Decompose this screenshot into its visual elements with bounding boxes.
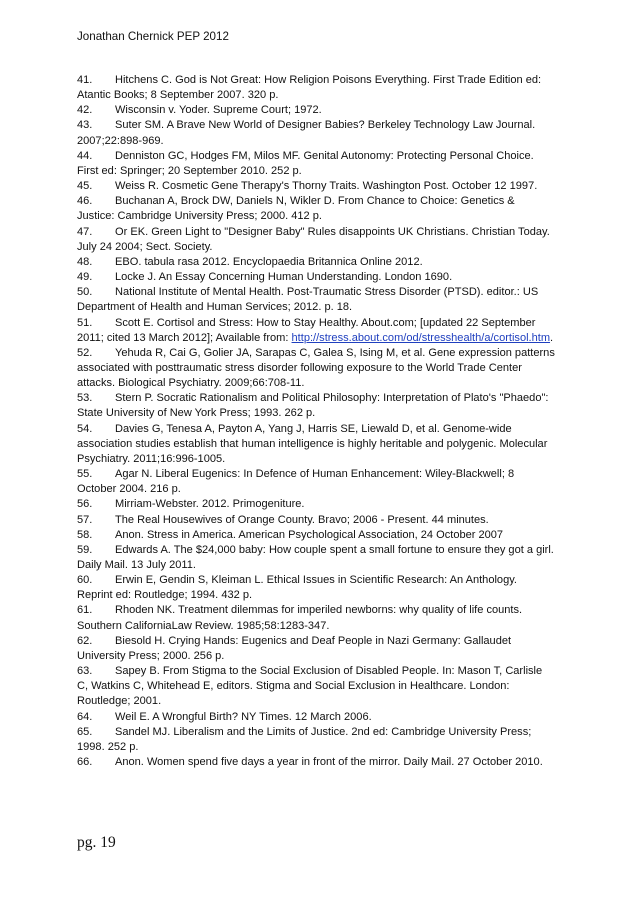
reference-number: 47.	[77, 225, 93, 238]
reference-item	[77, 573, 555, 603]
reference-number: 43.	[77, 119, 93, 132]
reference-number: 62.	[77, 634, 93, 647]
reference-item	[77, 543, 555, 573]
reference-number: 49.	[77, 271, 93, 284]
reference-number: 48.	[77, 255, 93, 268]
reference-link[interactable]: http://stress.about.com/od/stresshealth/a/cortisol.htm	[291, 331, 551, 344]
reference-item	[77, 103, 555, 118]
reference-number: 65.	[77, 725, 93, 738]
reference-number: 57.	[77, 513, 93, 526]
reference-item	[77, 270, 555, 285]
reference-text: Sapey B. From Stigma to the Social Exclusion of Disabled People. In: Mason T, Carlisle C, Watkins C, Whitehead E, editors. Stigma and Social Exclusion in Healthcare. London: Routledge; 2001.	[77, 665, 543, 708]
reference-text: Hitchens C. God is Not Great: How Religion Poisons Everything. First Trade Edition ed: Atantic Books; 8 September 2007. 320 p.	[77, 74, 542, 102]
reference-text: Wisconsin v. Yoder. Supreme Court; 1972.	[115, 104, 322, 117]
reference-item	[77, 634, 555, 664]
reference-text: The Real Housewives of Orange County. Bravo; 2006 - Present. 44 minutes.	[115, 513, 489, 526]
reference-number: 45.	[77, 180, 93, 193]
reference-item	[77, 149, 555, 179]
reference-item	[77, 194, 555, 224]
reference-text: Or EK. Green Light to "Designer Baby" Rules disappoints UK Christians. Christian Today. July 24 2004; Sect. Society.	[77, 225, 550, 253]
reference-number: 54.	[77, 422, 93, 435]
reference-item	[77, 225, 555, 255]
reference-number: 60.	[77, 574, 93, 587]
reference-text: Stern P. Socratic Rationalism and Political Philosophy: Interpretation of Plato's "Phaedo": State University of New York Press; 1993. 262 p.	[77, 392, 549, 420]
reference-item	[77, 513, 555, 528]
reference-text: Denniston GC, Hodges FM, Milos MF. Genital Autonomy: Protecting Personal Choice. First ed: Springer; 20 September 2010. 252 p.	[77, 149, 534, 177]
reference-text: Locke J. An Essay Concerning Human Understanding. London 1690.	[115, 271, 453, 284]
reference-item	[77, 664, 555, 709]
reference-number: 44.	[77, 149, 93, 162]
reference-item	[77, 285, 555, 315]
reference-number: 61.	[77, 604, 93, 617]
reference-text-end: .	[550, 331, 554, 344]
reference-item	[77, 725, 555, 755]
reference-text: Sandel MJ. Liberalism and the Limits of Justice. 2nd ed: Cambridge University Press; 1998. 252 p.	[77, 725, 532, 753]
reference-number: 58.	[77, 528, 93, 541]
reference-item	[77, 755, 555, 770]
reference-text: Rhoden NK. Treatment dilemmas for imperiled newborns: why quality of life counts. Southern CaliforniaLaw Review. 1985;58:1283-347.	[77, 604, 523, 632]
reference-number: 41.	[77, 74, 93, 86]
reference-text: Anon. Women spend five days a year in front of the mirror. Daily Mail. 27 October 2010.	[115, 756, 543, 769]
reference-item	[77, 391, 555, 421]
reference-number: 52.	[77, 346, 93, 359]
reference-text: Buchanan A, Brock DW, Daniels N, Wikler D. From Chance to Choice: Genetics & Justice: Cambridge University Press; 2000. 412 p.	[77, 195, 515, 223]
reference-number: 55.	[77, 468, 93, 481]
reference-number: 56.	[77, 498, 93, 511]
reference-item	[77, 603, 555, 633]
reference-number: 51.	[77, 316, 93, 329]
reference-item	[77, 710, 555, 725]
reference-number: 53.	[77, 392, 93, 405]
reference-text: Davies G, Tenesa A, Payton A, Yang J, Harris SE, Liewald D, et al. Genome-wide association studies establish that human intelligence is highly heritable and polygenic. Molecular Psychiatry. 2011;16:996-1005.	[77, 422, 548, 465]
reference-number: 59.	[77, 543, 93, 556]
reference-text: Suter SM. A Brave New World of Designer Babies? Berkeley Technology Law Journal. 2007;22:898-969.	[77, 119, 536, 147]
reference-number: 46.	[77, 195, 93, 208]
reference-item	[77, 422, 555, 467]
reference-text: EBO. tabula rasa 2012. Encyclopaedia Britannica Online 2012.	[115, 255, 423, 268]
reference-text: Anon. Stress in America. American Psychological Association, 24 October 2007	[115, 528, 504, 541]
reference-text: Erwin E, Gendin S, Kleiman L. Ethical Issues in Scientific Research: An Anthology. Reprint ed: Routledge; 1994. 432 p.	[77, 574, 517, 602]
reference-item	[77, 255, 555, 270]
reference-text: Edwards A. The $24,000 baby: How couple spent a small fortune to ensure they got a girl. Daily Mail. 13 July 2011.	[77, 543, 554, 571]
reference-text: Agar N. Liberal Eugenics: In Defence of Human Enhancement: Wiley-Blackwell; 8 October 2004. 216 p.	[77, 468, 515, 496]
reference-number: 50.	[77, 286, 93, 299]
reference-text: Weil E. A Wrongful Birth? NY Times. 12 March 2006.	[115, 710, 372, 723]
reference-text: Mirriam-Webster. 2012. Primogeniture.	[115, 498, 305, 511]
reference-item	[77, 528, 555, 543]
reference-item	[77, 467, 555, 497]
reference-text: Weiss R. Cosmetic Gene Therapy's Thorny Traits. Washington Post. October 12 1997.	[115, 180, 538, 193]
reference-item	[77, 497, 555, 512]
reference-item	[77, 118, 555, 148]
reference-list	[77, 73, 555, 770]
page-number: pg. 19	[77, 834, 116, 851]
reference-number: 63.	[77, 665, 93, 678]
reference-text: Biesold H. Crying Hands: Eugenics and Deaf People in Nazi Germany: Gallaudet University Press; 2000. 256 p.	[77, 634, 512, 662]
reference-text: Scott E. Cortisol and Stress: How to Stay Healthy. About.com; [updated 22 September 2011; cited 13 March 2012]; Available from:	[77, 316, 536, 344]
reference-number: 66.	[77, 756, 93, 769]
reference-text: National Institute of Mental Health. Post-Traumatic Stress Disorder (PTSD). editor.: US Department of Health and Human Services; 2012. p. 18.	[77, 286, 539, 314]
page-header: Jonathan Chernick PEP 2012	[77, 30, 229, 43]
reference-item	[77, 73, 555, 103]
reference-number: 42.	[77, 104, 93, 117]
reference-number: 64.	[77, 710, 93, 723]
reference-item	[77, 346, 555, 391]
reference-text: Yehuda R, Cai G, Golier JA, Sarapas C, Galea S, Ising M, et al. Gene expression patterns associated with posttraumatic stress disorder following exposure to the World Trade Center attacks. Biological Psychiatry. 2009;66:708-11.	[77, 346, 555, 390]
reference-item	[77, 179, 555, 194]
reference-item	[77, 316, 555, 346]
